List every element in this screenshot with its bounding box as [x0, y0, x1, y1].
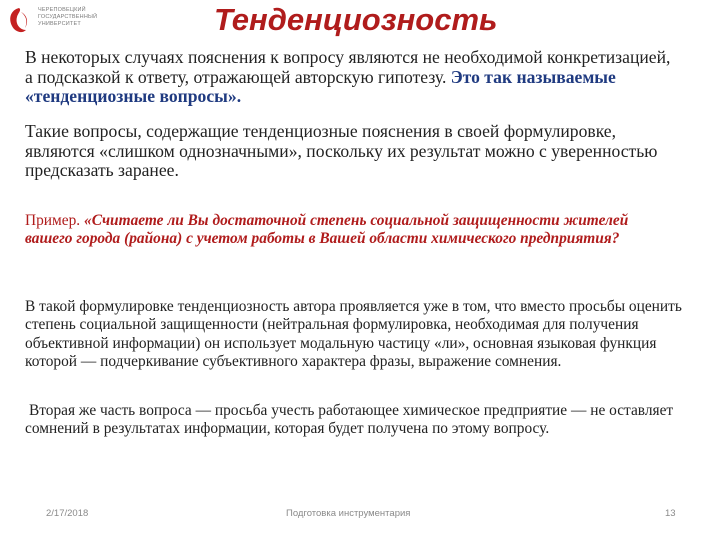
footer-page-number: 13	[665, 508, 676, 519]
example-quote: «Считаете ли Вы достаточной степень социальной защищенности жителей вашего города (района) с учетом работы в Вашей области химического предприятия?	[25, 212, 629, 247]
paragraph-intro	[25, 48, 675, 107]
footer-date: 2/17/2018	[46, 508, 89, 519]
tendentious-questions-highlight: Это так называемые «тенденциозные вопросы».	[25, 66, 616, 106]
paragraph-definition: Такие вопросы, содержащие тенденциозные пояснения в своей формулировке, являются «слишком однозначными», поскольку их результат можно с уверенностью предсказать заранее.	[25, 121, 658, 180]
paragraph-conclusion: Вторая же часть вопроса — просьба учесть работающее химическое предприятие — не оставляет сомнений в результатах информации, которая будет получена по этому вопросу.	[25, 402, 674, 438]
slide-title: Тенденциозность	[214, 2, 498, 37]
example-label: Пример.	[25, 212, 85, 229]
university-emblem-icon	[6, 6, 32, 36]
footer-section-title: Подготовка инструментария	[286, 508, 411, 519]
paragraph-intro-text: В некоторых случаях пояснения к вопросу являются не необходимой конкретизацией, а подсказкой к ответу, отражающей авторскую гипотезу.	[25, 47, 671, 87]
example-paragraph	[25, 212, 665, 248]
university-logo	[6, 4, 124, 40]
university-logo-text: ЧЕРЕПОВЕЦКИЙ ГОСУДАРСТВЕННЫЙ УНИВЕРСИТЕТ	[38, 7, 98, 27]
paragraph-analysis: В такой формулировке тенденциозность автора проявляется уже в том, что вместо просьбы оценить степень социальной защищенности (нейтральная формулировка, необходимая для получения объективной информации) он использует модальную частицу «ли», основная языковая функция которой — подчеркивание субъективного характера фразы, выражение сомнения.	[25, 298, 682, 371]
